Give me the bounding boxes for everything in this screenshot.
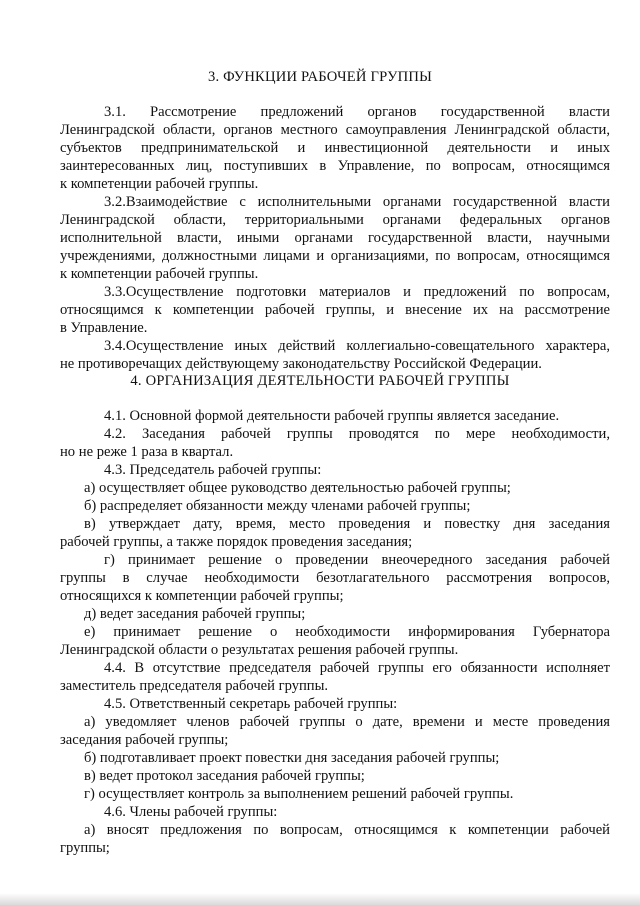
s4-line-18: а) уведомляет членов рабочей группы о дате, времени и месте проведения — [84, 714, 610, 730]
s3-line-2: Ленинградской области, органов местного самоуправления Ленинградской области, — [60, 122, 610, 138]
s3-line-9: учреждениями, должностными лицами и организациями, по вопросам, относящимся — [60, 248, 610, 264]
s4-line-9: г) принимает решение о проведении внеочередного заседания рабочей — [104, 552, 610, 568]
s3-line-8: исполнительной власти, иными органами государственной власти, научными — [60, 230, 610, 246]
s4-line-1: 4.1. Основной формой деятельности рабочей группы является заседание. — [104, 408, 560, 424]
s3-line-4: заинтересованных лиц, поступивших в Управление, по вопросам, относящимся — [60, 158, 610, 174]
s4-line-24: а) вносят предложения по вопросам, относящимся к компетенции рабочей — [84, 822, 610, 838]
s3-line-6: 3.2.Взаимодействие с исполнительными органами государственной власти — [104, 194, 610, 210]
s3-line-15: не противоречащих действующему законодательству Российской Федерации. — [60, 356, 542, 372]
s4-line-17: 4.5. Ответственный секретарь рабочей группы: — [104, 696, 398, 712]
s4-line-25: группы; — [60, 840, 110, 856]
s4-line-5: а) осуществляет общее руководство деятельностью рабочей группы; — [84, 480, 511, 496]
s4-line-16: заместитель председателя рабочей группы. — [60, 678, 329, 694]
s3-line-1: 3.1. Рассмотрение предложений органов государственной власти — [104, 104, 610, 120]
s3-line-12: относящимся к компетенции рабочей группы, и внесение их на рассмотрение — [60, 302, 610, 318]
page-bottom-edge — [0, 893, 640, 905]
s4-line-3: но не реже 1 раза в квартал. — [60, 444, 234, 460]
s4-line-23: 4.6. Члены рабочей группы: — [104, 804, 278, 820]
s3-line-10: к компетенции рабочей группы. — [60, 266, 259, 282]
s4-line-20: б) подготавливает проект повестки дня заседания рабочей группы; — [84, 750, 500, 766]
s3-line-11: 3.3.Осуществление подготовки материалов и предложений по вопросам, — [104, 284, 610, 300]
s4-line-14: Ленинградской области о результатах решения рабочей группы. — [60, 642, 459, 658]
s4-line-4: 4.3. Председатель рабочей группы: — [104, 462, 322, 478]
s4-line-21: в) ведет протокол заседания рабочей группы; — [84, 768, 365, 784]
s4-line-2: 4.2. Заседания рабочей группы проводятся по мере необходимости, — [104, 426, 610, 442]
s4-line-11: относящихся к компетенции рабочей группы; — [60, 588, 344, 604]
s3-line-13: в Управление. — [60, 320, 148, 336]
s4-line-15: 4.4. В отсутствие председателя рабочей группы его обязанности исполняет — [104, 660, 610, 676]
s4-line-8: рабочей группы, а также порядок проведения заседания; — [60, 534, 413, 550]
s4-line-6: б) распределяет обязанности между членами рабочей группы; — [84, 498, 471, 514]
s4-line-10: группы в случае необходимости безотлагательного рассмотрения вопросов, — [60, 570, 610, 586]
s3-line-5: к компетенции рабочей группы. — [60, 176, 259, 192]
s3-line-14: 3.4.Осуществление иных действий коллегиально-совещательного характера, — [104, 338, 610, 354]
s4-line-13: е) принимает решение о необходимости информирования Губернатора — [84, 624, 610, 640]
s4-line-12: д) ведет заседания рабочей группы; — [84, 606, 306, 622]
section-3-heading: 3. ФУНКЦИИ РАБОЧЕЙ ГРУППЫ — [207, 69, 433, 85]
s4-line-7: в) утверждает дату, время, место проведения и повестку дня заседания — [84, 516, 610, 532]
s3-line-3: субъектов предпринимательской и инвестиционной деятельности и иных — [60, 140, 610, 156]
s3-line-7: Ленинградской области, территориальными органами федеральных органов — [60, 212, 610, 228]
s4-line-19: заседания рабочей группы; — [60, 732, 229, 748]
section-4-heading: 4. ОРГАНИЗАЦИЯ ДЕЯТЕЛЬНОСТИ РАБОЧЕЙ ГРУППЫ — [130, 373, 510, 389]
s4-line-22: г) осуществляет контроль за выполнением решений рабочей группы. — [84, 786, 514, 802]
